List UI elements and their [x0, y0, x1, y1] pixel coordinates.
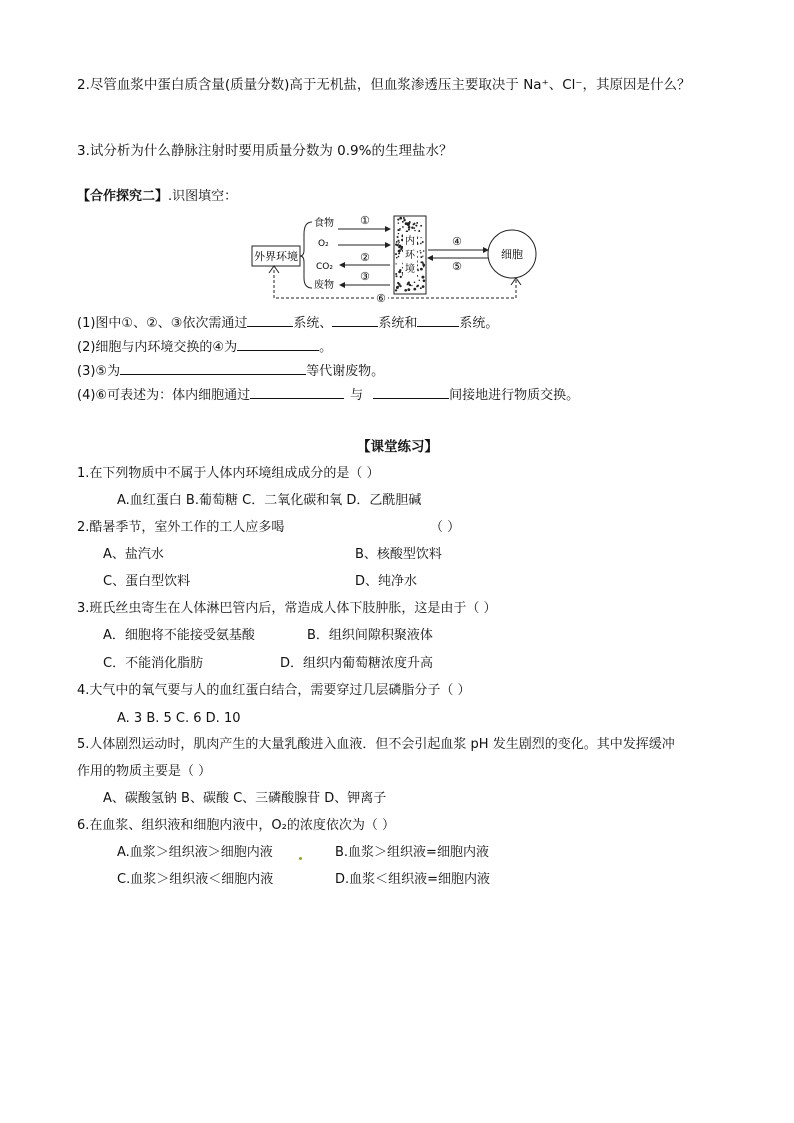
texture-dot — [419, 280, 420, 281]
texture-dot — [420, 256, 422, 258]
texture-dot — [407, 283, 409, 285]
arrow-3-num: ③ — [360, 270, 370, 283]
stray-dot — [299, 857, 302, 860]
practice-q4: 4.大气中的氧气要与人的血红蛋白结合，需要穿过几层磷脂分子（ ） — [77, 683, 471, 698]
arrow-4-num: ④ — [452, 235, 462, 248]
texture-dot — [413, 288, 416, 291]
practice-q3-option-c: C．不能消化脂肪 — [103, 656, 204, 671]
texture-dot — [422, 255, 423, 256]
texture-dot — [403, 217, 405, 219]
texture-dot — [417, 269, 419, 271]
texture-dot — [404, 289, 407, 292]
fill-line-4 — [77, 386, 579, 404]
blank-2[interactable] — [237, 338, 319, 351]
practice-q3-option-a: A．细胞将不能接受氨基酸 — [103, 628, 255, 643]
texture-dot — [420, 243, 422, 245]
inner-env-char-1: 内 — [405, 236, 415, 247]
texture-dot — [423, 250, 425, 252]
blank-1a[interactable] — [247, 314, 293, 327]
explore2-title — [77, 189, 237, 205]
texture-dot — [395, 273, 397, 275]
practice-q6-option-d: D.血浆＜组织液=细胞内液 — [335, 872, 491, 887]
texture-dot — [420, 268, 423, 271]
practice-q5-cont: 作用的物质主要是（ ） — [77, 764, 212, 779]
blank-1b[interactable] — [332, 314, 378, 327]
texture-dot — [397, 229, 399, 231]
texture-dot — [396, 241, 398, 243]
texture-dot — [413, 223, 415, 225]
texture-dot — [397, 236, 399, 238]
practice-q6-option-b: B.血浆＞组织液=细胞内液 — [335, 845, 489, 860]
texture-dot — [398, 222, 400, 224]
texture-dot — [416, 285, 418, 287]
practice-q6: 6.在血浆、组织液和细胞内液中，O₂的浓度依次为（ ） — [77, 818, 395, 833]
texture-dot — [407, 222, 410, 225]
fill-1-text-c: 系统和 — [378, 316, 418, 331]
texture-dot — [395, 289, 397, 291]
texture-dot — [398, 240, 400, 242]
fill-1-text-b: 系统、 — [293, 316, 333, 331]
practice-q5: 5.人体剧烈运动时，肌肉产生的大量乳酸进入血液．但不会引起血浆 pH 发生剧烈的变化。其中发挥缓冲 — [77, 737, 675, 752]
texture-dot — [411, 227, 413, 229]
fill-4-text-a: (4)⑥可表述为：体内细胞通过 — [77, 388, 251, 403]
arrow-1-num: ① — [360, 214, 370, 227]
texture-dot — [414, 281, 416, 283]
texture-dot — [398, 252, 400, 254]
texture-dot — [422, 276, 425, 279]
fill-4-text-b: 与 — [350, 388, 364, 403]
texture-dot — [408, 281, 409, 282]
fill-line-2 — [77, 338, 332, 356]
texture-dot — [408, 226, 411, 229]
practice-q3-option-d: D．组织内葡萄糖浓度升高 — [280, 656, 434, 671]
texture-dot — [407, 288, 410, 291]
inner-env-char-2: 环 — [405, 250, 415, 261]
texture-dot — [398, 233, 399, 234]
blank-1c[interactable] — [417, 314, 459, 327]
texture-dot — [411, 285, 412, 286]
texture-dot — [414, 227, 416, 229]
practice-q2-paren: （ ） — [430, 520, 461, 535]
practice-q2-option-c: C、蛋白型饮料 — [103, 574, 191, 589]
texture-dot — [396, 275, 398, 277]
question-3-top: 3.试分析为什么静脉注射时要用质量分数为 0.9%的生理盐水？ — [77, 143, 453, 159]
texture-dot — [400, 276, 402, 278]
texture-dot — [418, 230, 420, 232]
arrow-5-num: ⑤ — [452, 260, 462, 273]
practice-q2-option-a: A、盐汽水 — [103, 547, 164, 562]
food-label: 食物 — [314, 218, 334, 229]
texture-dot — [422, 264, 425, 267]
texture-dot — [402, 226, 404, 228]
texture-dot — [420, 237, 421, 238]
practice-q6-option-a: A.血浆＞组织液＞细胞内液 — [117, 845, 273, 860]
waste-label: 废物 — [314, 280, 334, 291]
practice-q6-option-c: C.血浆＞组织液＜细胞内液 — [117, 872, 274, 887]
fill-2-text-b: 。 — [319, 340, 333, 355]
texture-dot — [402, 246, 403, 247]
texture-dot — [405, 219, 406, 220]
fill-1-text-d: 系统。 — [459, 316, 499, 331]
fill-line-3 — [77, 362, 384, 380]
texture-dot — [395, 263, 396, 264]
texture-dot — [398, 250, 400, 252]
practice-heading: 【课堂练习】 — [357, 439, 438, 455]
co2-label: CO₂ — [316, 262, 333, 272]
practice-q4-options: A. 3 B. 5 C. 6 D. 10 — [117, 711, 241, 726]
fill-1-text-a: (1)图中①、②、③依次需通过 — [77, 316, 248, 331]
practice-q1-options: A.血红蛋白 B.葡萄糖 C．二氧化碳和氧 D．乙酰胆碱 — [117, 493, 422, 508]
fill-3-text-a: (3)⑤为 — [77, 364, 121, 379]
blank-4b[interactable] — [373, 386, 449, 399]
texture-dot — [416, 222, 418, 224]
question-2-top: 2.尽管血浆中蛋白质含量(质量分数)高于无机盐，但血浆渗透压主要取决于 Na⁺、Cl⁻，其原因是什么？ — [77, 77, 691, 93]
material-exchange-diagram — [248, 210, 548, 306]
inner-env-char-3: 境 — [405, 264, 415, 275]
texture-dot — [420, 250, 421, 251]
outer-env-label: 外界环境 — [254, 250, 298, 263]
blank-4a[interactable] — [250, 386, 344, 399]
blank-3[interactable] — [120, 362, 306, 375]
texture-dot — [414, 230, 416, 232]
texture-dot — [395, 253, 397, 255]
brace — [300, 222, 312, 288]
texture-dot — [396, 257, 398, 259]
texture-dot — [420, 225, 422, 227]
texture-dot — [399, 285, 401, 287]
practice-q2-text: 2.酷暑季节，室外工作的工人应多喝 — [77, 520, 285, 535]
texture-dot — [399, 242, 400, 243]
cell-label: 细胞 — [501, 248, 523, 261]
explore2-heading: 【合作探究二】 — [77, 189, 169, 204]
texture-dot — [423, 280, 426, 283]
texture-dot — [422, 261, 423, 262]
texture-dot — [397, 219, 399, 221]
texture-dot — [422, 285, 425, 288]
practice-q3: 3.班氏丝虫寄生在人体淋巴管内后，常造成人体下肢肿胀，这是由于（ ） — [77, 601, 497, 616]
texture-dot — [408, 229, 410, 231]
practice-q1: 1.在下列物质中不属于人体内环境组成成分的是（ ） — [77, 466, 380, 481]
o2-label: O₂ — [318, 239, 329, 249]
texture-dot — [420, 287, 422, 289]
texture-dot — [399, 228, 401, 230]
texture-dot — [422, 241, 424, 243]
texture-dot — [398, 243, 399, 244]
texture-dot — [398, 256, 400, 258]
texture-dot — [402, 221, 404, 223]
practice-q5-options: A、碳酸氢钠 B、碳酸 C、三磷酸腺苷 D、钾离子 — [103, 791, 387, 806]
practice-q3-option-b: B．组织间隙积聚液体 — [307, 628, 433, 643]
fill-line-1 — [77, 314, 498, 332]
explore2-subtitle: .识图填空： — [168, 189, 238, 204]
texture-dot — [399, 245, 402, 248]
practice-q2-option-b: B、核酸型饮料 — [355, 547, 442, 562]
texture-dot — [423, 266, 424, 267]
texture-dot — [398, 271, 401, 274]
fill-3-text-b: 等代谢废物。 — [306, 364, 385, 379]
practice-q2-option-d: D、纯净水 — [355, 574, 418, 589]
fill-2-text-a: (2)细胞与内环境交换的④为 — [77, 340, 238, 355]
arrow-6-num: ⑥ — [376, 292, 386, 305]
texture-dot — [420, 252, 422, 254]
texture-dot — [397, 286, 399, 288]
texture-dot — [399, 217, 402, 220]
texture-dot — [415, 225, 417, 227]
arrow-2-num: ② — [360, 251, 370, 264]
fill-4-text-c: 间接地进行物质交换。 — [449, 388, 580, 403]
practice-q2 — [77, 520, 284, 536]
